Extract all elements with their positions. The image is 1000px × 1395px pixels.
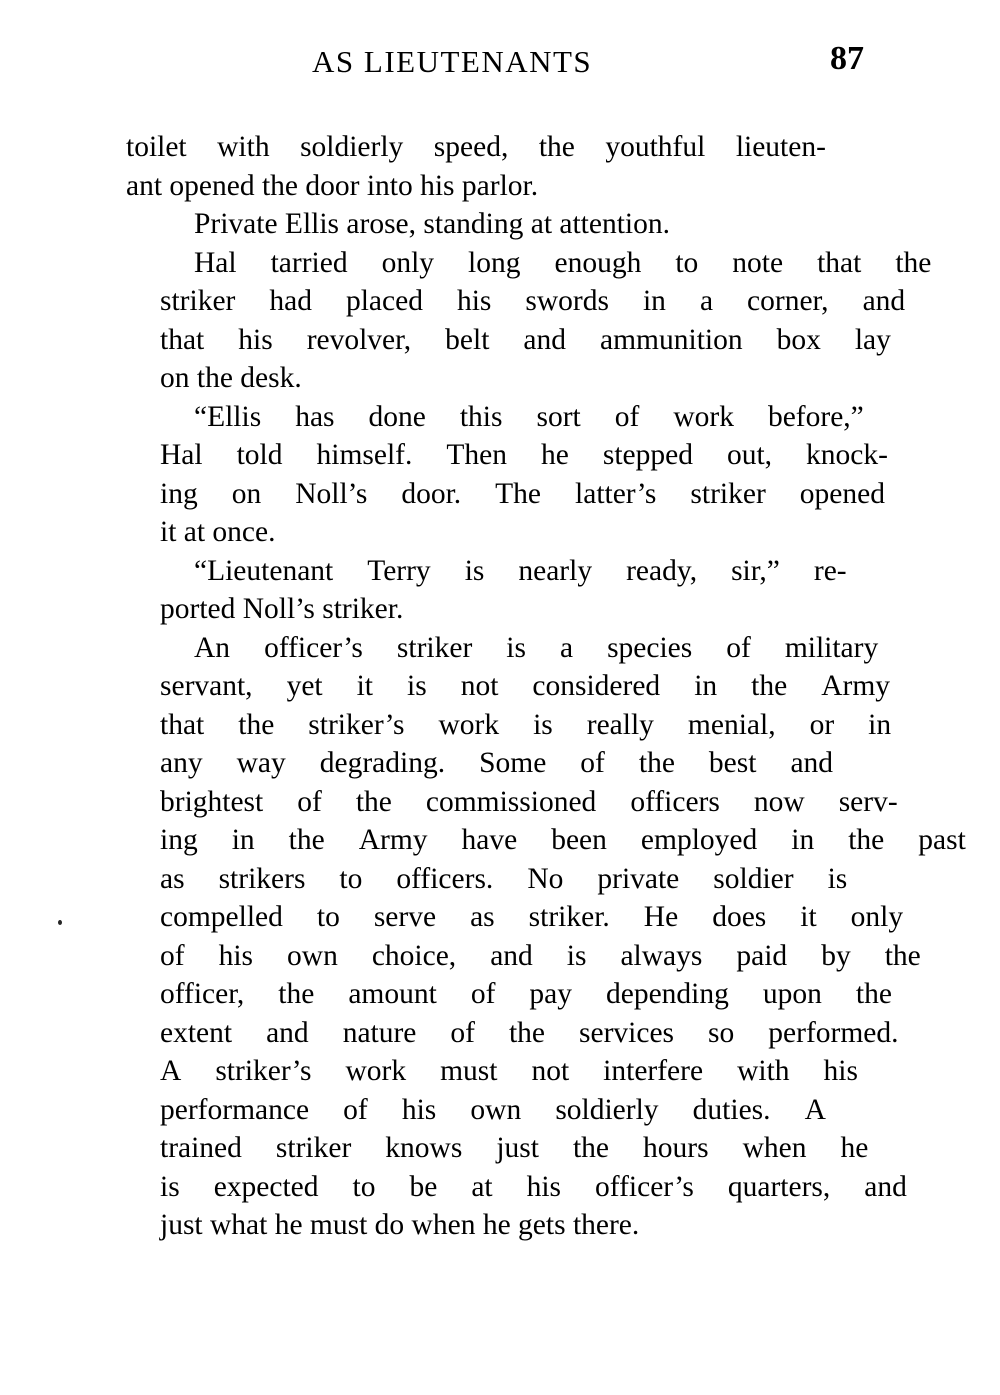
- text-line: [126, 783, 898, 822]
- word: now: [753, 785, 805, 818]
- word: officer,: [160, 978, 245, 1010]
- word: a: [559, 631, 574, 664]
- word: The: [495, 477, 542, 510]
- word: Terry: [367, 554, 431, 587]
- paragraph: [126, 552, 847, 629]
- word: and: [864, 1170, 907, 1203]
- word: so: [708, 1016, 735, 1049]
- word: depending: [605, 978, 729, 1010]
- word: it: [800, 901, 817, 933]
- word: in: [868, 708, 892, 741]
- word: nearly: [518, 554, 593, 587]
- word: and: [523, 323, 567, 356]
- word: had: [269, 285, 312, 317]
- word: of: [297, 785, 322, 818]
- word: his: [456, 285, 492, 317]
- word: corner,: [747, 285, 829, 317]
- word: to: [352, 1170, 376, 1203]
- word: door.: [401, 477, 462, 510]
- word: or: [809, 708, 835, 741]
- text-line: ported Noll’s striker.: [160, 593, 404, 625]
- word: revolver,: [306, 323, 412, 356]
- word: ing: [160, 477, 198, 510]
- word: and: [266, 1016, 309, 1049]
- word: species: [607, 631, 693, 664]
- word: only: [381, 246, 435, 279]
- word: himself.: [316, 439, 413, 471]
- word: that: [160, 708, 205, 741]
- word: extent: [160, 1016, 233, 1049]
- word: any: [160, 747, 203, 779]
- word: of: [160, 939, 185, 972]
- word: soldier: [713, 862, 794, 895]
- text-line: [126, 667, 891, 706]
- word: Noll’s: [295, 477, 368, 510]
- word: officer’s: [264, 631, 363, 664]
- word: own: [470, 1093, 522, 1126]
- word: on: [231, 477, 262, 510]
- word: with: [217, 131, 270, 163]
- word: note: [732, 246, 784, 279]
- text-line: [126, 128, 826, 167]
- page-header: [126, 40, 864, 90]
- word: the: [855, 978, 892, 1010]
- text-line: just what he must do when he gets there.: [160, 1209, 640, 1241]
- word: in: [791, 824, 815, 856]
- word: speed,: [433, 131, 509, 163]
- text-line: [126, 1129, 869, 1168]
- word: in: [642, 285, 666, 317]
- word: trained: [160, 1132, 242, 1164]
- running-head: AS LIEUTENANTS: [312, 44, 593, 79]
- word: striker: [690, 477, 766, 510]
- word: be: [409, 1170, 438, 1203]
- word: soldierly: [300, 131, 404, 163]
- word: yet: [286, 670, 323, 702]
- word: performance: [160, 1093, 310, 1126]
- word: knows: [385, 1132, 463, 1164]
- word: quarters,: [727, 1170, 831, 1203]
- word: his: [526, 1170, 562, 1203]
- text-line: [126, 552, 847, 591]
- word: done: [368, 400, 426, 433]
- word: and: [790, 747, 834, 779]
- word: as: [160, 862, 185, 895]
- word: officers: [630, 785, 720, 818]
- word: lieuten-: [735, 131, 826, 163]
- word: serv-: [838, 785, 898, 818]
- text-line: [126, 436, 888, 475]
- word: serve: [373, 901, 437, 933]
- text-line: [126, 975, 892, 1014]
- word: striker.: [528, 901, 610, 933]
- word: compelled: [160, 901, 283, 933]
- word: placed: [345, 285, 423, 317]
- word: this: [459, 400, 503, 433]
- word: best: [708, 747, 757, 779]
- word: “Lieutenant: [194, 554, 334, 587]
- word: the: [288, 824, 325, 856]
- word: is: [566, 939, 587, 972]
- word: interfere: [603, 1055, 704, 1087]
- word: of: [450, 1016, 475, 1049]
- word: An: [194, 631, 231, 664]
- word: really: [586, 708, 654, 741]
- word: the: [884, 939, 921, 972]
- text-line: ant opened the door into his parlor.: [126, 169, 539, 202]
- word: by: [821, 939, 851, 972]
- word: amount: [348, 978, 437, 1010]
- word: he: [541, 439, 569, 471]
- word: officer’s: [595, 1170, 694, 1203]
- word: private: [597, 862, 680, 895]
- word: “Ellis: [194, 400, 262, 433]
- word: No: [527, 862, 564, 895]
- word: has: [295, 400, 335, 433]
- word: brightest: [160, 785, 264, 818]
- word: striker’s: [308, 708, 405, 741]
- word: the: [238, 708, 275, 741]
- word: military: [784, 631, 879, 664]
- word: is: [464, 554, 485, 587]
- word: just: [496, 1132, 539, 1164]
- word: commissioned: [425, 785, 597, 818]
- word: belt: [445, 323, 490, 356]
- word: have: [461, 824, 518, 856]
- word: opened: [799, 477, 885, 510]
- word: in: [694, 670, 718, 702]
- word: the: [638, 747, 675, 779]
- word: Some: [479, 747, 547, 779]
- word: of: [470, 978, 496, 1010]
- word: sort: [536, 400, 581, 433]
- word: duties.: [692, 1093, 771, 1126]
- word: with: [737, 1055, 790, 1087]
- word: striker: [396, 631, 473, 664]
- paragraph: [126, 629, 966, 1245]
- word: and: [490, 939, 533, 972]
- word: choice,: [371, 939, 457, 972]
- text-line: [126, 744, 834, 783]
- word: lay: [854, 323, 891, 356]
- word: Army: [821, 670, 891, 702]
- word: striker’s: [215, 1055, 312, 1087]
- word: out,: [726, 439, 773, 471]
- paragraph: [126, 244, 932, 398]
- word: pay: [529, 978, 572, 1010]
- word: must: [440, 1055, 498, 1087]
- word: told: [236, 439, 283, 471]
- word: is: [827, 862, 848, 895]
- word: is: [506, 631, 526, 664]
- text-line: [126, 321, 891, 360]
- text-line: on the desk.: [160, 362, 302, 394]
- body-text: [126, 128, 966, 1245]
- word: performed.: [768, 1016, 899, 1049]
- text-line: [126, 244, 932, 283]
- word: work: [345, 1055, 407, 1087]
- word: ing: [160, 824, 198, 856]
- word: upon: [762, 978, 822, 1010]
- word: swords: [525, 285, 609, 317]
- word: in: [231, 824, 255, 856]
- word: latter’s: [575, 477, 657, 510]
- word: ammunition: [600, 323, 743, 356]
- text-line: [126, 398, 864, 437]
- word: the: [538, 131, 575, 163]
- word: before,”: [767, 400, 864, 433]
- paragraph: [126, 398, 888, 552]
- word: only: [850, 901, 904, 933]
- text-line: [126, 1052, 858, 1091]
- word: does: [712, 901, 767, 933]
- text-line: [126, 898, 904, 937]
- text-line: [126, 1168, 907, 1207]
- word: services: [579, 1016, 675, 1049]
- text-line: it at once.: [160, 516, 276, 548]
- word: the: [848, 824, 885, 856]
- word: the: [508, 1016, 546, 1049]
- word: servant,: [160, 670, 253, 702]
- word: nature: [342, 1016, 417, 1049]
- text-line: Private Ellis arose, standing at attention.: [194, 208, 670, 240]
- word: box: [776, 323, 821, 356]
- paragraph: [126, 205, 826, 244]
- word: soldierly: [555, 1093, 659, 1126]
- word: work: [438, 708, 500, 741]
- word: been: [551, 824, 607, 856]
- word: considered: [532, 670, 661, 702]
- word: the: [895, 246, 932, 279]
- word: the: [355, 785, 392, 818]
- text-line: [126, 1014, 899, 1053]
- word: tarried: [270, 246, 348, 279]
- word: degrading.: [319, 747, 446, 779]
- word: strikers: [218, 862, 306, 895]
- text-line: [126, 937, 921, 976]
- word: striker: [275, 1132, 352, 1164]
- word: of: [343, 1093, 368, 1126]
- text-line: [126, 282, 906, 321]
- word: past: [918, 824, 966, 856]
- page-number: 87: [830, 40, 864, 77]
- word: way: [236, 747, 286, 779]
- word: at: [471, 1170, 493, 1203]
- word: his: [218, 939, 254, 972]
- word: toilet: [126, 131, 187, 163]
- word: he: [840, 1132, 869, 1164]
- word: it: [356, 670, 374, 702]
- word: to: [339, 862, 363, 895]
- word: expected: [213, 1170, 319, 1203]
- word: not: [531, 1055, 570, 1087]
- word: to: [316, 901, 340, 933]
- text-line: [126, 1091, 826, 1130]
- word: of: [726, 631, 751, 664]
- word: that: [817, 246, 862, 279]
- word: the: [278, 978, 315, 1010]
- word: the: [572, 1132, 609, 1164]
- word: A: [804, 1093, 826, 1126]
- word: that: [160, 323, 205, 356]
- word: Army: [358, 824, 428, 856]
- word: his: [238, 323, 273, 356]
- word: his: [823, 1055, 858, 1087]
- word: enough: [554, 246, 642, 279]
- word: the: [751, 670, 788, 702]
- word: not: [460, 670, 499, 702]
- word: own: [287, 939, 338, 972]
- word: as: [470, 901, 495, 933]
- word: a: [699, 285, 714, 317]
- word: youthful: [605, 131, 706, 163]
- word: is: [160, 1170, 180, 1203]
- word: Then: [446, 439, 507, 471]
- word: sir,”: [731, 554, 780, 587]
- word: officers.: [396, 862, 494, 895]
- word: work: [673, 400, 734, 433]
- word: always: [620, 939, 703, 972]
- word: knock-: [806, 439, 888, 471]
- word: Hal: [194, 246, 237, 279]
- word: A: [160, 1055, 182, 1087]
- text-line: [126, 475, 885, 514]
- text-line: [126, 629, 879, 668]
- word: re-: [813, 554, 847, 587]
- word: is: [533, 708, 553, 741]
- stray-ink-mark: [58, 920, 62, 925]
- word: is: [407, 670, 427, 702]
- word: striker: [160, 285, 236, 317]
- word: and: [862, 285, 906, 317]
- word: long: [468, 246, 521, 279]
- text-line: [126, 706, 892, 745]
- word: of: [580, 747, 605, 779]
- word: his: [401, 1093, 437, 1126]
- word: Hal: [160, 439, 203, 471]
- paragraph: [126, 128, 826, 205]
- word: employed: [640, 824, 758, 856]
- word: ready,: [626, 554, 698, 587]
- word: to: [675, 246, 699, 279]
- text-line: [126, 860, 848, 899]
- word: He: [643, 901, 679, 933]
- word: menial,: [687, 708, 776, 741]
- text-line: [126, 821, 966, 860]
- word: stepped: [602, 439, 693, 471]
- word: of: [614, 400, 640, 433]
- word: paid: [736, 939, 788, 972]
- word: hours: [643, 1132, 709, 1164]
- word: when: [742, 1132, 807, 1164]
